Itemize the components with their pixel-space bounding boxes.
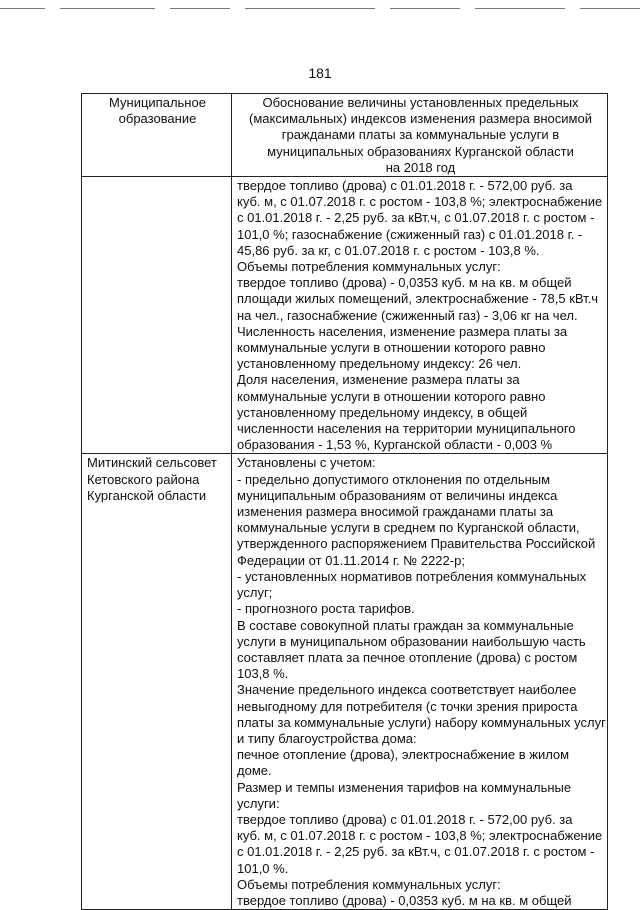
text-line: на чел., газоснабжение (сжиженный газ) - 3,06 кг на чел. <box>237 307 578 323</box>
row2-municipality <box>82 454 232 910</box>
header-line: образование <box>118 111 197 127</box>
header-line: Обоснование величины установленных предельных <box>262 95 579 110</box>
text-line: куб. м, с 01.07.2018 г. с ростом - 103,8 %; электроснабжение <box>237 194 603 210</box>
text-line: установленному предельному индексу: 26 чел. <box>237 356 522 372</box>
text-line: с 01.01.2018 г. - 2,25 руб. за кВт.ч, с 01.07.2018 г. с ростом - <box>237 210 595 226</box>
text-line: Объемы потребления коммунальных услуг: <box>237 876 501 892</box>
text-line: площади жилых помещений, электроснабжение - 78,5 кВт.ч <box>237 291 599 307</box>
text-line: образования - 1,53 %, Курганской области - 0,003 % <box>237 437 553 453</box>
text-line: коммунальные услуги в отношении которого равно <box>237 340 546 356</box>
text-line: коммунальные услуги в отношении которого равно <box>237 388 546 404</box>
municipality-line: Кетовского района <box>87 471 200 487</box>
text-line: - установленных нормативов потребления коммунальных <box>237 568 587 584</box>
text-line: платы за коммунальные услуги) набору коммунальных услуг <box>237 714 606 730</box>
text-line: твердое топливо (дрова) - 0,0353 куб. м на кв. м общей <box>237 275 572 291</box>
text-line: услуг; <box>237 585 273 601</box>
text-line: твердое топливо (дрова) с 01.01.2018 г. - 572,00 руб. за <box>237 811 573 827</box>
text-line: изменения размера вносимой гражданами платы за <box>237 504 554 520</box>
text-line: невыгодному для потребителя (с точки зрения прироста <box>237 698 578 714</box>
text-line: Доля населения, изменение размера платы за <box>237 372 520 388</box>
header-justification <box>232 94 608 177</box>
text-line: - предельно допустимого отклонения по отдельным <box>237 471 551 487</box>
text-line: 45,86 руб. за кг, с 01.07.2018 г. с ростом - 103,8 %. <box>237 242 540 258</box>
row2-justification <box>232 454 608 910</box>
header-line: (максимальных) индексов изменения размера вносимой <box>249 111 592 127</box>
text-line: Размер и темпы изменения тарифов на коммунальные <box>237 779 572 795</box>
header-line: Муниципальное <box>109 95 206 110</box>
text-line: муниципальным образованиям от величины индекса <box>237 487 558 503</box>
text-line: 101,0 %; газоснабжение (сжиженный газ) с 01.01.2018 г. - <box>237 226 583 242</box>
text-line: Федерации от 01.11.2014 г. № 2222-р; <box>237 552 465 568</box>
page-number: 181 <box>308 65 332 81</box>
row1-municipality <box>82 177 232 454</box>
text-line: - прогнозного роста тарифов. <box>237 601 415 617</box>
table-header-row <box>82 94 608 177</box>
text-line: доме. <box>237 763 272 779</box>
header-line: муниципальных образованиях Курганской области <box>267 143 574 159</box>
header-municipality <box>82 94 232 177</box>
text-line: составляет плата за печное отопление (дрова) с ростом <box>237 649 578 665</box>
text-line: и типу благоустройства дома: <box>237 730 417 746</box>
text-line: Установлены с учетом: <box>237 455 376 471</box>
text-line: куб. м, с 01.07.2018 г. с ростом - 103,8 %; электроснабжение <box>237 828 603 844</box>
text-line: Численность населения, изменение размера платы за <box>237 323 568 339</box>
text-line: услуги: <box>237 795 280 811</box>
text-line: твердое топливо (дрова) - 0,0353 куб. м на кв. м общей <box>237 892 572 908</box>
header-line: на 2018 год <box>385 159 456 175</box>
table-row <box>82 177 608 454</box>
text-line: В составе совокупной платы граждан за коммунальные <box>237 617 574 633</box>
scan-top-edge <box>0 0 640 14</box>
text-line: услуги в муниципальном образовании наибольшую часть <box>237 633 586 649</box>
text-line: печное отопление (дрова), электроснабжение в жилом <box>237 747 570 763</box>
row1-justification <box>232 177 608 454</box>
text-line: Объемы потребления коммунальных услуг: <box>237 259 501 275</box>
text-line: 103,8 %. <box>237 666 289 682</box>
table-row <box>82 454 608 910</box>
text-line: утвержденного распоряжением Правительства Российской <box>237 536 596 552</box>
text-line: установленному предельному индексу, в общей <box>237 404 528 420</box>
municipality-line: Курганской области <box>87 487 207 503</box>
municipality-line: Митинский сельсовет <box>87 455 217 471</box>
text-line: Значение предельного индекса соответствует наиболее <box>237 682 577 698</box>
utility-index-table <box>81 93 608 910</box>
text-line: с 01.01.2018 г. - 2,25 руб. за кВт.ч, с 01.07.2018 г. с ростом - <box>237 844 595 860</box>
text-line: 101,0 %. <box>237 860 289 876</box>
text-line: численности населения на территории муниципального <box>237 421 576 437</box>
text-line: твердое топливо (дрова) с 01.01.2018 г. - 572,00 руб. за <box>237 178 573 194</box>
text-line: коммунальные услуги в среднем по Курганской области, <box>237 520 580 536</box>
header-line: гражданами платы за коммунальные услуги в <box>281 127 560 143</box>
